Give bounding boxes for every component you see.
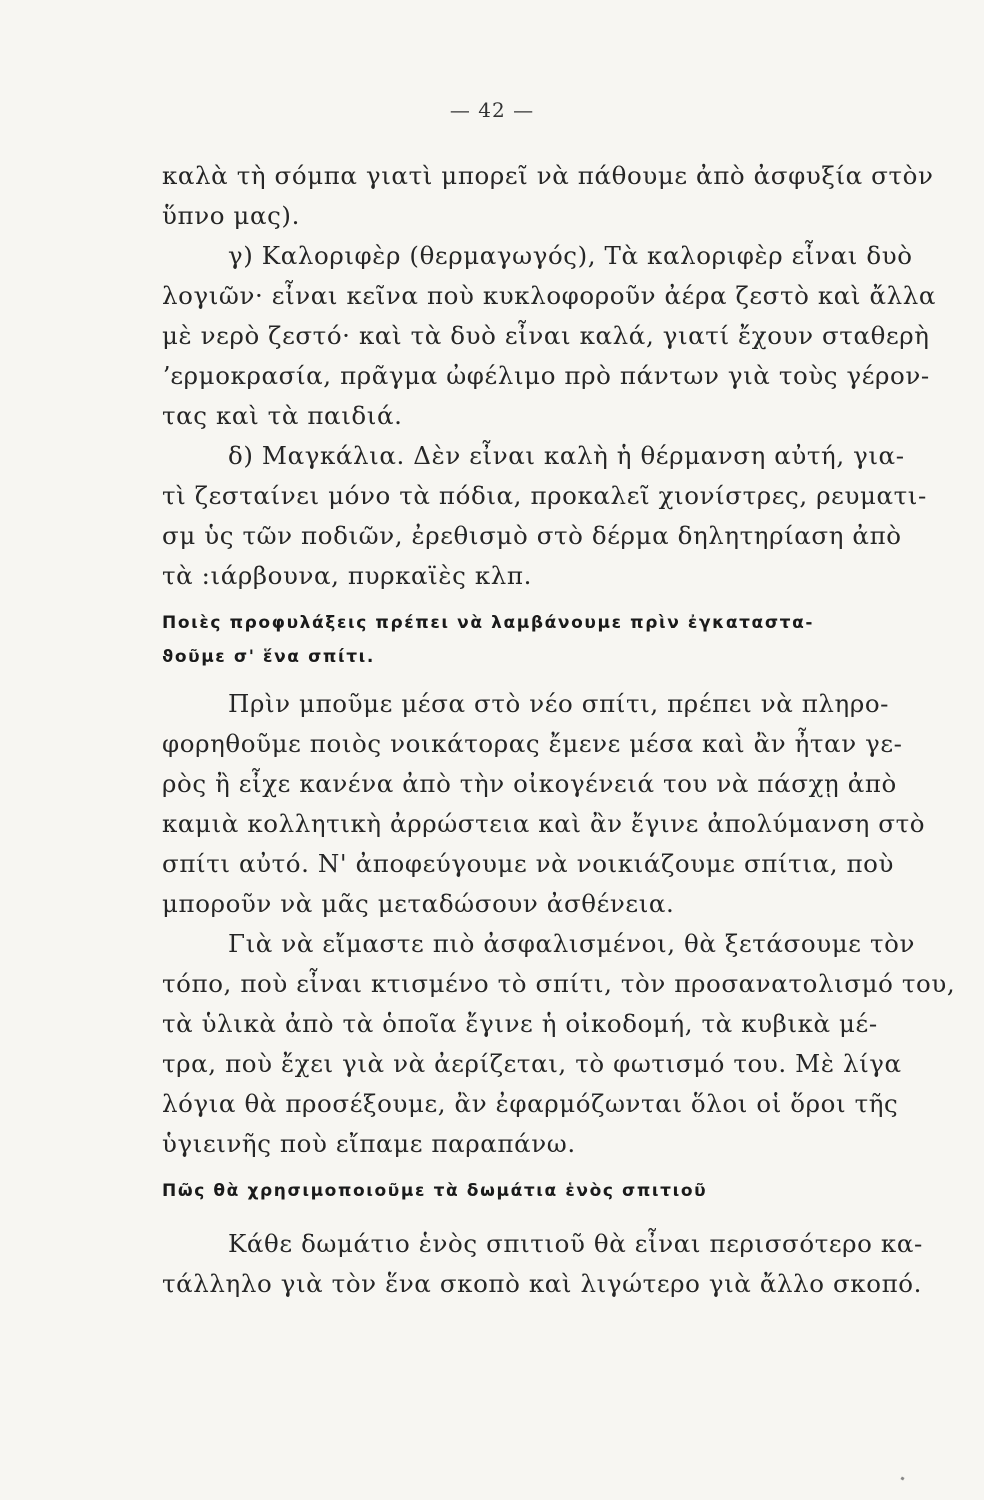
text-line: καλὰ τὴ σόμπα γιατὶ μπορεῖ νὰ πάθουμε ἀπὸ ἀσφυξία στὸν [162,161,934,190]
text-line: δ) Μαγκάλια. Δὲν εἶναι καλὴ ἡ θέρμανση αὐτή, για- [228,441,905,470]
text-line: τὶ ζεσταίνει μόνο τὰ πόδια, προκαλεῖ χιονίστρες, ρευματι- [162,481,927,510]
text-line: τρα, ποὺ ἔχει γιὰ νὰ ἀερίζεται, τὸ φωτισμό του. Μὲ λίγα [162,1049,902,1078]
section-heading-rooms [162,1174,908,1208]
section-heading-line: Πῶς θὰ χρησιμοποιοῦμε τὰ δωμάτια ἑνὸς σπιτιοῦ [162,1181,708,1201]
text-line: τὰ :ιάρβουνα, πυρκαϊὲς κλπ. [162,561,532,590]
paragraph-radiators [162,236,937,436]
text-line: ʼερμοκρασία, πρᾶγμα ὠφέλιμο πρὸ πάντων γιὰ τοὺς γέρον- [162,361,930,390]
text-line: τόπο, ποὺ εἶναι κτισμένο τὸ σπίτι, τὸν προσανατολισμό του, [162,969,956,998]
page-body [162,156,956,1304]
text-line: Κάθε δωμάτιο ἑνὸς σπιτιοῦ θὰ εἶναι περισσότερο κα- [228,1229,923,1258]
text-line: τὰ ὑλικὰ ἀπὸ τὰ ὁποῖα ἔγινε ἡ οἰκοδομή, τὰ κυβικὰ μέ- [162,1009,878,1038]
paragraph-braziers [162,436,927,596]
text-line: μποροῦν νὰ μᾶς μεταδώσουν ἀσθένεια. [162,889,675,918]
text-line: λόγια θὰ προσέξουμε, ἂν ἐφαρμόζωνται ὅλοι οἱ ὅροι τῆς [162,1089,899,1118]
text-line: ὑγιεινῆς ποὺ εἴπαμε παραπάνω. [162,1129,576,1158]
paragraph-heating-continued [162,156,934,236]
text-line: ρὸς ἢ εἶχε κανένα ἀπὸ τὴν οἰκογένειά του νὰ πάσχῃ ἀπὸ [162,769,897,798]
text-line: σμ ὑς τῶν ποδιῶν, ἐρεθισμὸ στὸ δέρμα δηλητηρίαση ἀπὸ [162,521,902,550]
text-line: τάλληλο γιὰ τὸν ἕνα σκοπὸ καὶ λιγώτερο γιὰ ἄλλο σκοπό. [162,1269,923,1298]
paragraph-location-check [162,924,956,1164]
text-line: Γιὰ νὰ εἴμαστε πιὸ ἀσφαλισμένοι, θὰ ξετάσουμε τὸν [228,929,915,958]
paragraph-rooms [162,1224,923,1304]
text-line: φορηθοῦμε ποιὸς νοικάτορας ἔμενε μέσα καὶ ἂν ἦταν γε- [162,729,903,758]
text-line: καμιὰ κολλητικὴ ἀρρώστεια καὶ ἂν ἔγινε ἀπολύμανση στὸ [162,809,926,838]
text-line: γ) Καλοριφὲρ (θερμαγωγός), Τὰ καλοριφὲρ εἶναι δυὸ [228,241,913,270]
text-line: μὲ νερὸ ζεστό· καὶ τὰ δυὸ εἶναι καλά, γιατί ἔχουν σταθερὴ [162,321,930,350]
text-line: Πρὶν μποῦμε μέσα στὸ νέο σπίτι, πρέπει νὰ πληρο- [228,689,890,718]
text-line: ὕπνο μας). [162,201,300,230]
text-line: τας καὶ τὰ παιδιά. [162,401,403,430]
section-heading-line: ϑοῦμε σ' ἕνα σπίτι. [162,647,375,667]
section-heading-line: Ποιὲς προφυλάξεις πρέπει νὰ λαμβάνουμε πρὶν ἐγκαταστα- [162,613,815,633]
page-number: — 42 — [449,98,535,122]
text-line: σπίτι αὐτό. Ν' ἀποφεύγουμε νὰ νοικιάζουμε σπίτια, ποὺ [162,849,895,878]
ink-speck [900,1476,904,1480]
paragraph-before-moving [162,684,926,924]
text-line: λογιῶν· εἶναι κεῖνα ποὺ κυκλοφοροῦν ἀέρα ζεστὸ καὶ ἄλλα [162,281,937,310]
section-heading-precautions [162,606,908,674]
